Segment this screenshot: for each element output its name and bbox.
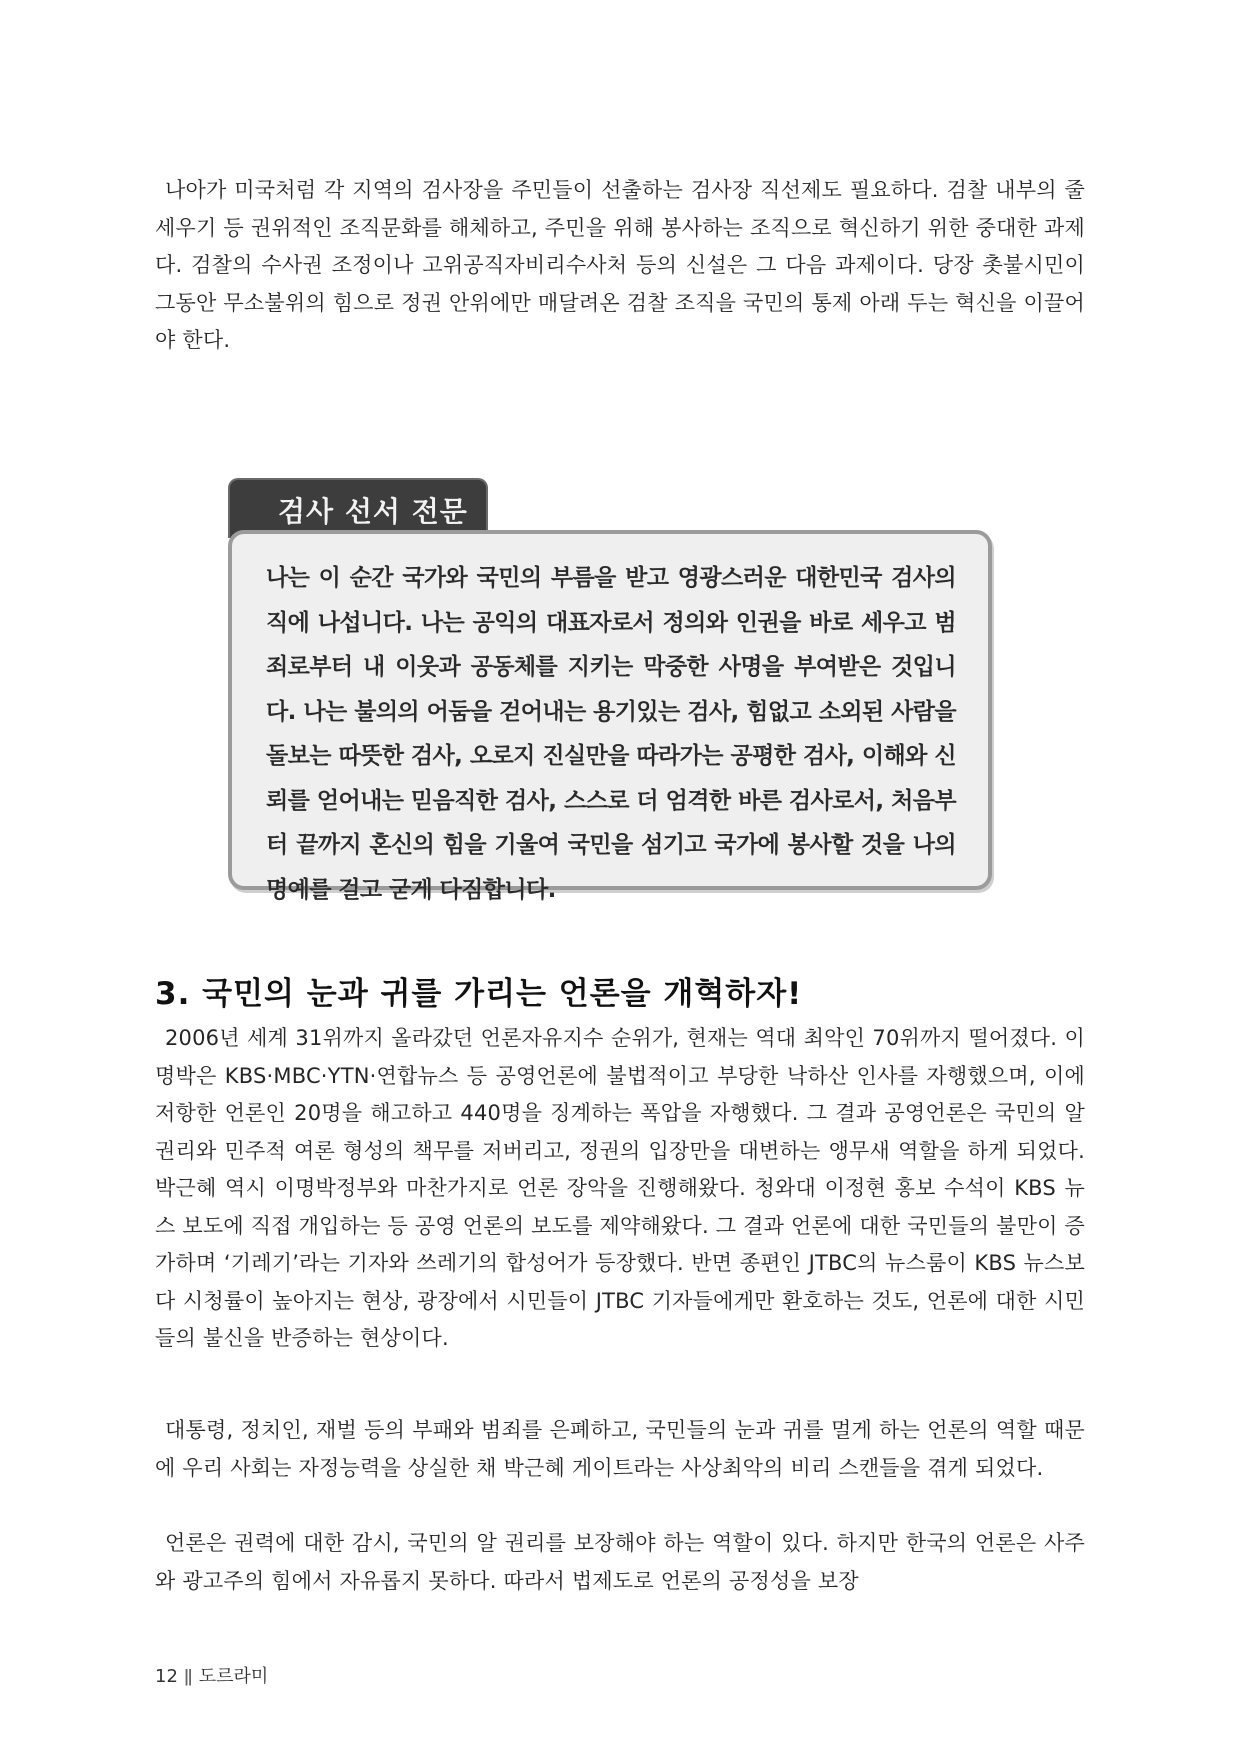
section-paragraph-1: 2006년 세계 31위까지 올라갔던 언론자유지수 순위가, 현재는 역대 최악인 70위까지 떨어졌다. 이명박은 KBS·MBC·YTN·연합뉴스 등 공영언론에 불법적이고 부당한 낙하산 인사를 자행했으며, 이에 저항한 언론인 20명을 해고하고 440명을 징계하는 폭압을 자행했다. 그 결과 공영언론은 국민의 알권리와 민주적 여론 형성의 책무를 저버리고, 정권의 입장만을 대변하는 앵무새 역할을 하게 되었다. 박근혜 역시 이명박정부와 마찬가지로 언론 장악을 진행해왔다. 청와대 이정현 홍보 수석이 KBS 뉴스 보도에 직접 개입하는 등 공영 언론의 보도를 제약해왔다. 그 결과 언론에 대한 국민들의 불만이 증가하며 ‘기레기’라는 기자와 쓰레기의 합성어가 등장했다. 반면 종편인 JTBC의 뉴스룸이 KBS 뉴스보다 시청률이 높아지는 현상, 광장에서 시민들이 JTBC 기자들에게만 환호하는 것도, 언론에 대한 시민들의 불신을 반증하는 현상이다. — [155, 1026, 1085, 1350]
publication-name: 도르라미 — [198, 1666, 269, 1687]
section-heading: 3. 국민의 눈과 귀를 가리는 언론을 개혁하자! — [155, 976, 803, 1012]
page-number: 12 — [155, 1666, 178, 1687]
oath-box-title: 검사 선서 전문 — [278, 495, 468, 528]
footer-separator: ǁ — [183, 1666, 193, 1687]
oath-box — [228, 530, 992, 903]
section-paragraph-2: 대통령, 정치인, 재벌 등의 부패와 범죄를 은폐하고, 국민들의 눈과 귀를 멀게 하는 언론의 역할 때문에 우리 사회는 자정능력을 상실한 채 박근혜 게이트라는 사상최악의 비리 스캔들을 겪게 되었다. — [155, 1418, 1085, 1480]
section-paragraph-3: 언론은 권력에 대한 감시, 국민의 알 권리를 보장해야 하는 역할이 있다. 하지만 한국의 언론은 사주와 광고주의 힘에서 자유롭지 못하다. 따라서 법제도로 언론의 공정성을 보장 — [155, 1531, 1085, 1593]
oath-text: 나는 이 순간 국가와 국민의 부름을 받고 영광스러운 대한민국 검사의 직에 나섭니다. 나는 공익의 대표자로서 정의와 인권을 바로 세우고 범죄로부터 내 이웃과 공동체를 지키는 막중한 사명을 부여받은 것입니다. 나는 불의의 어둠을 걷어내는 용기있는 검사, 힘없고 소외된 사람을 돌보는 따뜻한 검사, 오로지 진실만을 따라가는 공평한 검사, 이해와 신뢰를 얻어내는 믿음직한 검사, 스스로 더 엄격한 바른 검사로서, 처음부터 끝까지 혼신의 힘을 기울여 국민을 섬기고 국가에 봉사할 것을 나의 명예를 걸고 굳게 다짐합니다. — [266, 565, 956, 903]
page-footer — [155, 1662, 268, 1688]
intro-paragraph: 나아가 미국처럼 각 지역의 검사장을 주민들이 선출하는 검사장 직선제도 필요하다. 검찰 내부의 줄 세우기 등 권위적인 조직문화를 해체하고, 주민을 위해 봉사하는 조직으로 혁신하기 위한 중대한 과제다. 검찰의 수사권 조정이나 고위공직자비리수사처 등의 신설은 그 다음 과제이다. 당장 촛불시민이 그동안 무소불위의 힘으로 정권 안위에만 매달려온 검찰 조직을 국민의 통제 아래 두는 혁신을 이끌어야 한다. — [155, 178, 1085, 352]
oath-box-tab — [228, 478, 488, 538]
